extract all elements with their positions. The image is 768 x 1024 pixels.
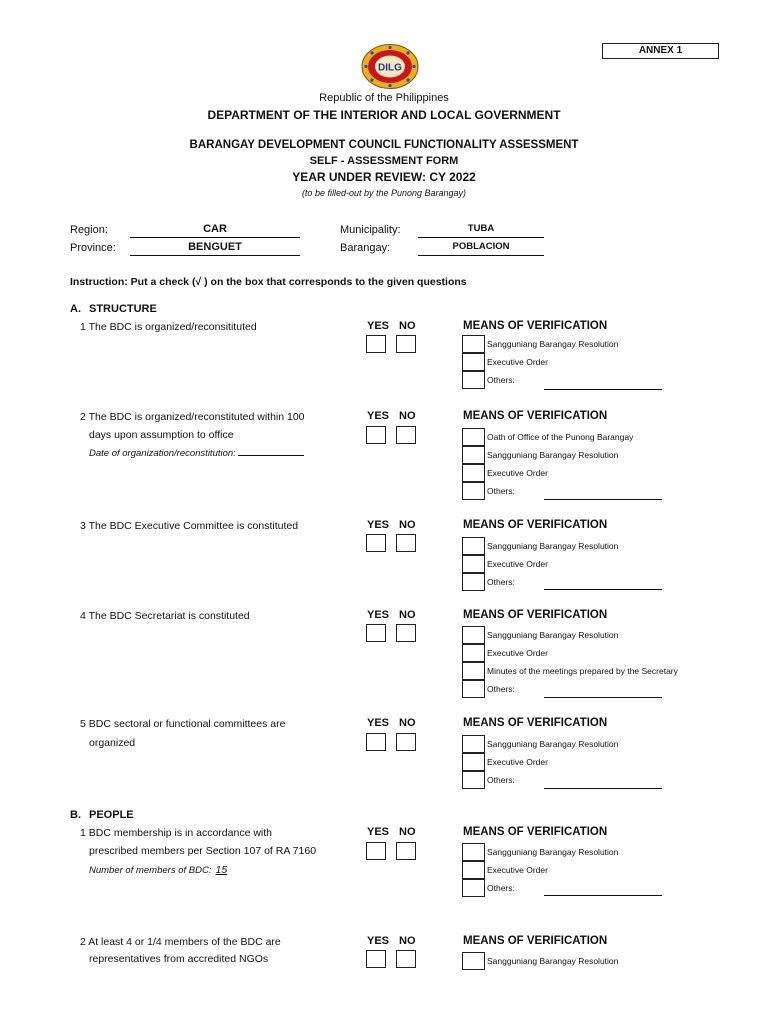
mov-option-label: Sangguniang Barangay Resolution <box>487 339 619 349</box>
no-label: NO <box>399 609 416 621</box>
mov-checkbox[interactable] <box>462 879 485 897</box>
yes-checkbox[interactable] <box>366 335 386 353</box>
region-label: Region: <box>70 224 108 236</box>
mov-option-label: Sangguniang Barangay Resolution <box>487 541 619 551</box>
annex-label: ANNEX 1 <box>602 43 719 59</box>
others-field[interactable] <box>544 894 662 896</box>
no-checkbox[interactable] <box>396 335 416 353</box>
mov-option-label: Sangguniang Barangay Resolution <box>487 630 619 640</box>
question-text: 5 BDC sectoral or functional committees are <box>80 718 286 730</box>
question-text: 2 The BDC is organized/reconstituted within 100 <box>80 411 305 423</box>
republic-text: Republic of the Philippines <box>319 92 449 104</box>
mov-option-label: Others: <box>487 577 515 587</box>
mov-option-label: Sangguniang Barangay Resolution <box>487 956 619 966</box>
mov-option-label: Others: <box>487 775 515 785</box>
mov-checkbox[interactable] <box>462 735 485 753</box>
mov-checkbox[interactable] <box>462 626 485 644</box>
section-letter: B. <box>70 809 81 821</box>
question-text: 3 The BDC Executive Committee is constituted <box>80 520 299 532</box>
mov-checkbox[interactable] <box>462 843 485 861</box>
yes-label: YES <box>367 519 390 531</box>
mov-checkbox[interactable] <box>462 446 485 464</box>
yes-label: YES <box>367 410 390 422</box>
no-checkbox[interactable] <box>396 950 416 968</box>
question-text: 4 The BDC Secretariat is constituted <box>80 610 250 622</box>
municipality-field[interactable]: TUBA <box>418 223 544 238</box>
mov-option-label: Oath of Office of the Punong Barangay <box>487 432 634 442</box>
mov-option-label: Executive Order <box>487 468 548 478</box>
mov-checkbox[interactable] <box>462 771 485 789</box>
yes-checkbox[interactable] <box>366 534 386 552</box>
no-label: NO <box>399 519 416 531</box>
mov-option-label: Others: <box>487 375 515 385</box>
question-a5 <box>0 715 768 795</box>
mov-checkbox[interactable] <box>462 644 485 662</box>
mov-heading: MEANS OF VERIFICATION <box>463 935 608 947</box>
yes-checkbox[interactable] <box>366 624 386 642</box>
section-letter: A. <box>70 303 81 315</box>
svg-text:DILG: DILG <box>378 62 402 74</box>
yes-checkbox[interactable] <box>366 733 386 751</box>
mov-checkbox[interactable] <box>462 952 485 970</box>
others-field[interactable] <box>544 696 662 698</box>
member-count-value[interactable]: 15 <box>215 864 228 876</box>
question-text: 1 BDC membership is in accordance with <box>80 827 273 839</box>
no-checkbox[interactable] <box>396 733 416 751</box>
yes-label: YES <box>367 717 390 729</box>
no-checkbox[interactable] <box>396 624 416 642</box>
mov-option-label: Executive Order <box>487 648 548 658</box>
department-title: DEPARTMENT OF THE INTERIOR AND LOCAL GOVERNMENT <box>207 108 561 122</box>
mov-heading: MEANS OF VERIFICATION <box>463 410 608 422</box>
question-text-line-2: representatives from accredited NGOs <box>89 953 269 965</box>
no-label: NO <box>399 826 416 838</box>
mov-checkbox[interactable] <box>462 335 485 353</box>
barangay-label: Barangay: <box>340 242 391 254</box>
yes-checkbox[interactable] <box>366 426 386 444</box>
others-field[interactable] <box>544 498 662 500</box>
mov-heading: MEANS OF VERIFICATION <box>463 320 608 332</box>
question-text-line-2: days upon assumption to office <box>89 429 234 441</box>
member-count-label: Number of members of BDC: 15 <box>89 864 228 876</box>
mov-checkbox[interactable] <box>462 537 485 555</box>
mov-checkbox[interactable] <box>462 555 485 573</box>
mov-option-label: Sangguniang Barangay Resolution <box>487 847 619 857</box>
question-a2 <box>0 408 768 508</box>
no-label: NO <box>399 935 416 947</box>
no-checkbox[interactable] <box>396 534 416 552</box>
mov-heading: MEANS OF VERIFICATION <box>463 717 608 729</box>
yes-checkbox[interactable] <box>366 950 386 968</box>
form-title: SELF - ASSESSMENT FORM <box>309 155 459 167</box>
mov-heading: MEANS OF VERIFICATION <box>463 826 608 838</box>
instruction-text: Instruction: Put a check (√ ) on the box that corresponds to the given questions <box>70 276 467 288</box>
yes-label: YES <box>367 826 390 838</box>
province-field[interactable]: BENGUET <box>130 241 300 256</box>
mov-checkbox[interactable] <box>462 371 485 389</box>
mov-option-label: Executive Order <box>487 865 548 875</box>
municipality-label: Municipality: <box>340 224 401 236</box>
mov-checkbox[interactable] <box>462 753 485 771</box>
mov-heading: MEANS OF VERIFICATION <box>463 519 608 531</box>
mov-heading: MEANS OF VERIFICATION <box>463 609 608 621</box>
mov-option-label: Minutes of the meetings prepared by the Secretary <box>487 666 678 676</box>
question-a1 <box>0 318 768 398</box>
question-b2 <box>0 933 768 993</box>
question-text: 1 The BDC is organized/reconsitituted <box>80 321 257 333</box>
no-checkbox[interactable] <box>396 842 416 860</box>
mov-option-label: Others: <box>487 486 515 496</box>
date-organization-field[interactable] <box>238 445 304 456</box>
mov-option-label: Executive Order <box>487 559 548 569</box>
others-field[interactable] <box>544 588 662 590</box>
dilg-logo <box>361 44 419 89</box>
mov-option-label: Executive Order <box>487 757 548 767</box>
no-label: NO <box>399 320 416 332</box>
fill-note: (to be filled-out by the Punong Barangay) <box>301 188 467 198</box>
mov-option-label: Sangguniang Barangay Resolution <box>487 450 619 460</box>
question-a4 <box>0 607 768 702</box>
mov-checkbox[interactable] <box>462 662 485 680</box>
yes-label: YES <box>367 609 390 621</box>
others-field[interactable] <box>544 388 662 390</box>
province-label: Province: <box>70 242 116 254</box>
barangay-field[interactable]: POBLACION <box>418 241 544 256</box>
section-title: STRUCTURE <box>89 303 157 315</box>
mov-option-label: Executive Order <box>487 357 548 367</box>
mov-checkbox[interactable] <box>462 428 485 446</box>
mov-checkbox[interactable] <box>462 573 485 591</box>
others-field[interactable] <box>544 787 662 789</box>
mov-option-label: Others: <box>487 883 515 893</box>
region-field[interactable]: CAR <box>130 223 300 238</box>
question-text-line-2: prescribed members per Section 107 of RA 7160 <box>89 845 317 857</box>
dilg-seal-icon <box>361 44 419 89</box>
yes-label: YES <box>367 320 390 332</box>
year-under-review: YEAR UNDER REVIEW: CY 2022 <box>292 170 476 184</box>
question-b1 <box>0 824 768 904</box>
mov-checkbox[interactable] <box>462 464 485 482</box>
mov-checkbox[interactable] <box>462 680 485 698</box>
mov-checkbox[interactable] <box>462 353 485 371</box>
section-a-heading <box>70 303 157 315</box>
assessment-title: BARANGAY DEVELOPMENT COUNCIL FUNCTIONALITY ASSESSMENT <box>189 139 579 151</box>
no-label: NO <box>399 717 416 729</box>
date-organization-label: Date of organization/reconstitution: <box>89 445 304 463</box>
mov-checkbox[interactable] <box>462 482 485 500</box>
mov-option-label: Others: <box>487 684 515 694</box>
no-checkbox[interactable] <box>396 426 416 444</box>
yes-label: YES <box>367 935 390 947</box>
question-a3 <box>0 517 768 597</box>
section-b-heading <box>70 809 134 821</box>
question-text: 2 At least 4 or 1/4 members of the BDC are <box>80 936 281 948</box>
mov-checkbox[interactable] <box>462 861 485 879</box>
mov-option-label: Sangguniang Barangay Resolution <box>487 739 619 749</box>
question-text-line-2: organized <box>89 737 136 749</box>
yes-checkbox[interactable] <box>366 842 386 860</box>
section-title: PEOPLE <box>89 809 134 821</box>
no-label: NO <box>399 410 416 422</box>
